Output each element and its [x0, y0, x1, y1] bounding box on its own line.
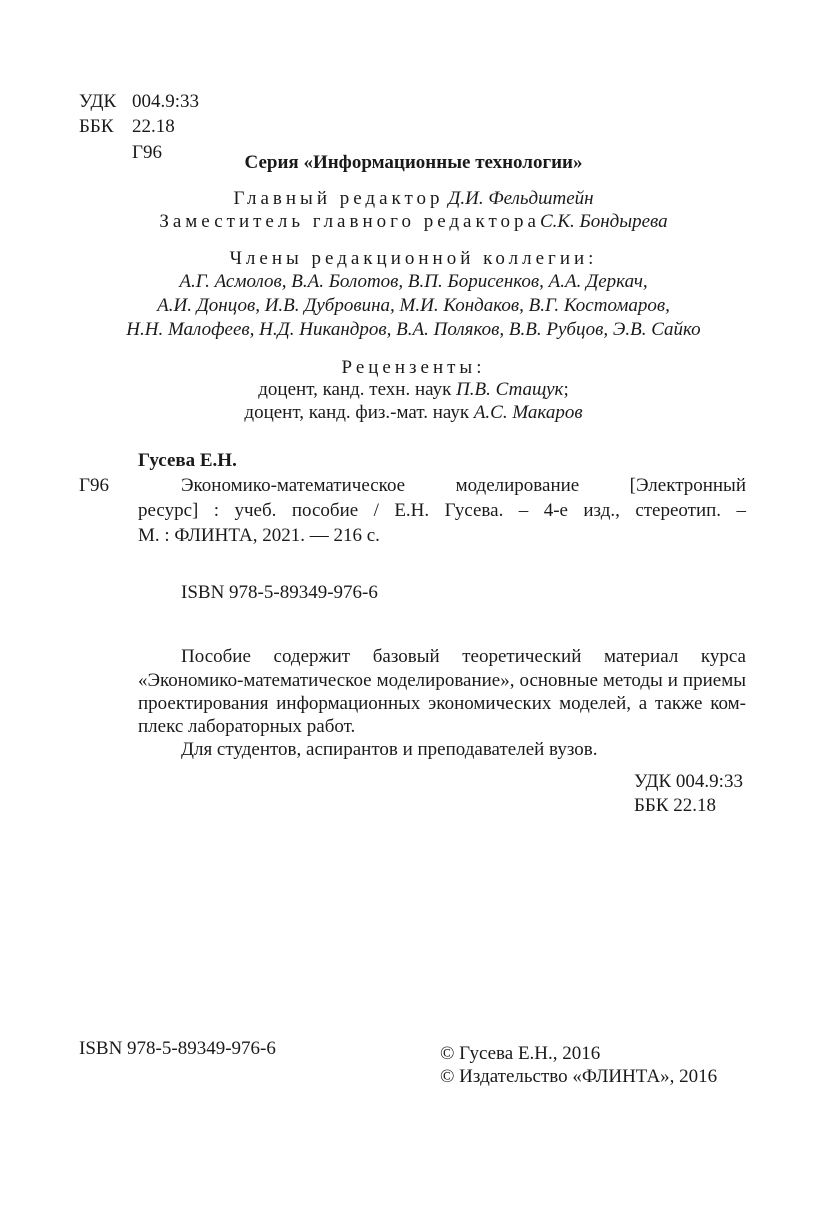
deputy-editor-label: Заместитель главного редактора	[159, 211, 540, 232]
deputy-editor-line	[0, 210, 827, 234]
board-line-1: А.Г. Асмолов, В.А. Болотов, В.П. Борисенков, А.А. Деркач,	[179, 271, 648, 292]
reviewers-label: Рецензенты:	[341, 357, 486, 378]
reviewer-1-end: ;	[563, 379, 569, 400]
entry-mark: Г96	[79, 475, 109, 496]
udk-value: 004.9:33	[132, 91, 200, 112]
chief-editor-name: Д.И. Фельдштейн	[448, 188, 594, 209]
footer-bbk: ББК 22.18	[634, 795, 716, 816]
board-label: Члены редакционной коллегии:	[229, 248, 598, 269]
entry-line-3: М. : ФЛИНТА, 2021. — 216 с.	[138, 525, 380, 546]
entry-line-2: ресурс] : учеб. пособие / Е.Н. Гусева. – 4-е изд., стереотип. –	[138, 500, 746, 521]
bbk-label: ББК	[79, 116, 114, 137]
reviewer-2	[0, 401, 827, 425]
annotation-line-3: проектирования информационных экономических моделей, а также ком-	[138, 693, 746, 714]
annotation-line-2: «Экономико-математическое моделирование», основные методы и приемы	[138, 670, 746, 691]
bbk-value: 22.18	[132, 116, 175, 137]
entry-isbn: ISBN 978-5-89349-976-6	[181, 582, 378, 603]
chief-editor-label: Главный редактор	[233, 188, 444, 209]
reviewer-1-role: доцент, канд. техн. наук	[258, 379, 452, 400]
annotation-line-4: плекс лабораторных работ.	[138, 716, 356, 737]
entry-line-1: Экономико-математическое моделирование [Электронный	[181, 475, 746, 496]
chief-editor-line	[0, 187, 827, 211]
footer-udk: УДК 004.9:33	[634, 771, 743, 792]
reviewer-2-name: А.С. Макаров	[473, 402, 583, 423]
board-line-2: А.И. Донцов, И.В. Дубровина, М.И. Кондаков, В.Г. Костомаров,	[157, 295, 670, 316]
board-line-3: Н.Н. Малофеев, Н.Д. Никандров, В.А. Поляков, В.В. Рубцов, Э.В. Сайко	[126, 319, 701, 340]
reviewer-2-role: доцент, канд. физ.-мат. наук	[244, 402, 470, 423]
series-title: Серия «Информационные технологии»	[244, 152, 583, 173]
udk-label: УДК	[79, 91, 117, 112]
annotation-line-1: Пособие содержит базовый теоретический материал курса	[181, 646, 746, 667]
copyright-author: © Гусева Е.Н., 2016	[440, 1043, 601, 1064]
annotation-audience: Для студентов, аспирантов и преподавателей вузов.	[181, 739, 598, 760]
copyright-publisher: © Издательство «ФЛИНТА», 2016	[440, 1066, 718, 1087]
author-mark: Г96	[132, 142, 162, 163]
entry-author: Гусева Е.Н.	[138, 450, 237, 471]
reviewer-1-name: П.В. Стащук	[456, 379, 564, 400]
bottom-isbn: ISBN 978-5-89349-976-6	[79, 1038, 276, 1059]
deputy-editor-name: С.К. Бондырева	[539, 211, 668, 232]
reviewer-1	[0, 378, 827, 402]
